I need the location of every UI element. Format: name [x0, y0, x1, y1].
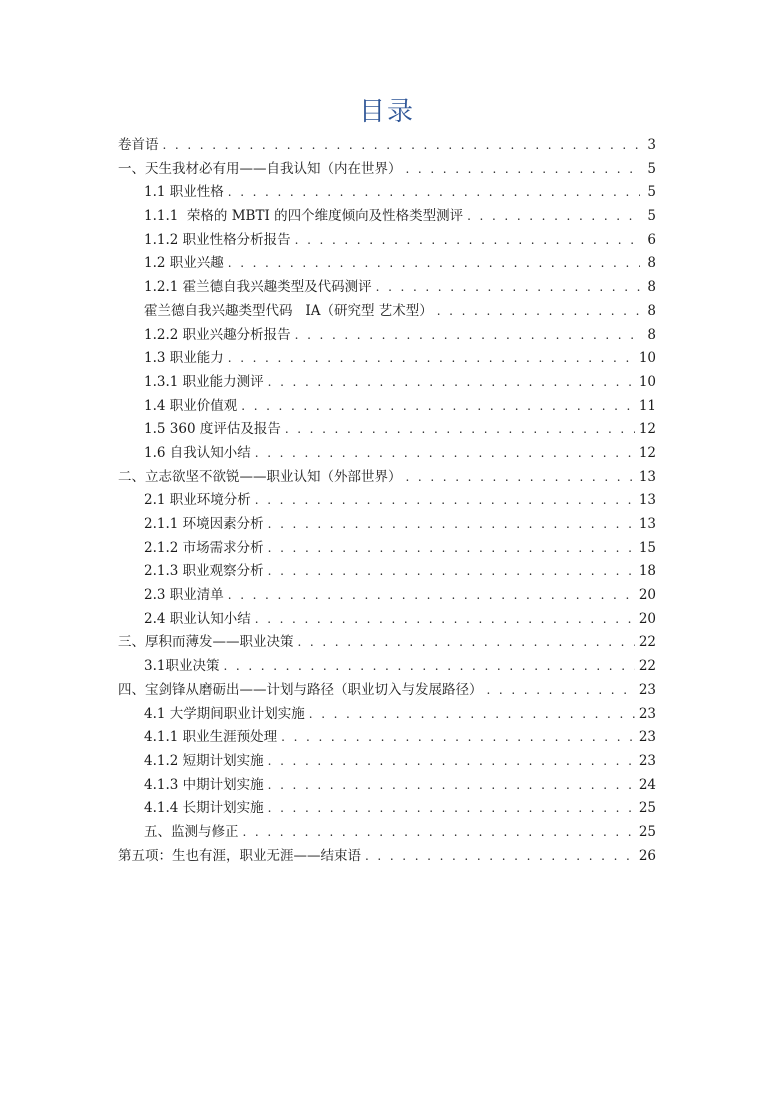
toc-entry[interactable]: [118, 726, 656, 750]
toc-entry-text: 1.1 职业性格: [144, 184, 224, 201]
toc-entry-text: 4.1.3 中期计划实施: [144, 776, 264, 793]
toc-entry[interactable]: [118, 371, 656, 395]
toc-entry-text: 1.2.2 职业兴趣分析报告: [144, 326, 291, 343]
toc-entry-text: 2.1 职业环境分析: [144, 492, 251, 509]
toc-dot-leader: [406, 466, 635, 490]
toc-page-number: 10: [638, 350, 656, 367]
toc-dot-leader: [376, 276, 640, 300]
toc-entry[interactable]: [118, 252, 656, 276]
toc-entry-text: 2.1.2 市场需求分析: [144, 539, 264, 556]
toc-entry[interactable]: [118, 655, 656, 679]
toc-entry-text: 2.4 职业认知小结: [144, 610, 251, 627]
toc-dot-leader: [309, 703, 635, 727]
toc-entry-text: 一、天生我材必有用——自我认知（内在世界）: [118, 160, 402, 177]
toc-entry[interactable]: [118, 513, 656, 537]
toc-entry-text: 1.3 职业能力: [144, 350, 224, 367]
toc-page-number: 18: [638, 563, 656, 580]
toc-entry[interactable]: [118, 158, 656, 182]
toc-entry-text: 1.4 职业价值观: [144, 397, 238, 414]
toc-entry[interactable]: [118, 347, 656, 371]
toc-dot-leader: [467, 205, 640, 229]
toc-entry-text: 五、监测与修正: [144, 823, 239, 840]
toc-entry[interactable]: [118, 229, 656, 253]
toc-page-number: 10: [638, 373, 656, 390]
toc-entry[interactable]: [118, 679, 656, 703]
toc-dot-leader: [298, 631, 635, 655]
toc-entry[interactable]: [118, 181, 656, 205]
toc-page-number: 23: [638, 705, 656, 722]
toc-page-number: 23: [638, 752, 656, 769]
toc-entry[interactable]: [118, 324, 656, 348]
toc-entry-text: 4.1.1 职业生涯预处理: [144, 729, 278, 746]
toc-entry-text: 3.1职业决策: [144, 658, 220, 675]
toc-entry-text: 三、厚积而薄发——职业决策: [118, 634, 294, 651]
toc-page-number: 20: [638, 587, 656, 604]
toc-dot-leader: [281, 726, 635, 750]
toc-entry-text: 霍兰德自我兴趣类型代码 IA（研究型 艺术型）: [144, 302, 433, 319]
toc-dot-leader: [223, 655, 634, 679]
toc-entry-text: 1.2.1 霍兰德自我兴趣类型及代码测评: [144, 279, 372, 296]
toc-dot-leader: [268, 750, 635, 774]
toc-dot-leader: [295, 324, 640, 348]
toc-entry-text: 4.1.4 长期计划实施: [144, 800, 264, 817]
toc-entry[interactable]: [118, 205, 656, 229]
toc-entry[interactable]: [118, 300, 656, 324]
toc-dot-leader: [228, 584, 635, 608]
toc-title: 目录: [358, 97, 415, 127]
toc-page-number: 5: [647, 160, 656, 177]
toc-entry-text: 第五项：生也有涯，职业无涯——结束语: [118, 847, 361, 864]
toc-page-number: 22: [638, 634, 656, 651]
toc-page-number: 8: [647, 326, 656, 343]
toc-dot-leader: [241, 395, 635, 419]
toc-page-number: 5: [647, 184, 656, 201]
toc-dot-leader: [268, 797, 635, 821]
toc-page-number: 24: [638, 776, 656, 793]
toc-entry-text: 4.1.2 短期计划实施: [144, 752, 264, 769]
toc-page-number: 20: [638, 610, 656, 627]
toc-page-number: 6: [647, 231, 656, 248]
toc-page-number: 13: [638, 492, 656, 509]
toc-page-number: 8: [647, 302, 656, 319]
toc-entry[interactable]: [118, 750, 656, 774]
toc-page-number: 11: [638, 397, 656, 414]
toc-entry-text: 卷首语: [118, 137, 159, 153]
toc-dot-leader: [268, 513, 635, 537]
toc-dot-leader: [255, 442, 635, 466]
toc-page-number: 23: [638, 681, 656, 698]
toc-entry[interactable]: [118, 489, 656, 513]
toc-entry[interactable]: [118, 134, 656, 158]
toc-page-number: 13: [638, 468, 656, 485]
toc-entry[interactable]: [118, 560, 656, 584]
toc-page-number: 12: [638, 444, 656, 461]
toc-dot-leader: [365, 845, 635, 869]
toc-dot-leader: [268, 560, 635, 584]
toc-entry[interactable]: [118, 537, 656, 561]
toc-entry-text: 1.1.2 职业性格分析报告: [144, 231, 291, 248]
toc-dot-leader: [255, 489, 635, 513]
toc-entry[interactable]: [118, 395, 656, 419]
toc-dot-leader: [255, 608, 635, 632]
toc-entry[interactable]: [118, 466, 656, 490]
toc-dot-leader: [437, 300, 640, 324]
toc-page-number: 8: [647, 279, 656, 296]
toc-dot-leader: [295, 229, 640, 253]
toc-entry-text: 四、宝剑锋从磨砺出——计划与路径（职业切入与发展路径）: [118, 681, 483, 698]
toc-entry-text: 1.2 职业兴趣: [144, 255, 224, 272]
toc-page-number: 13: [638, 516, 656, 532]
toc-entry-text: 二、立志欲坚不欲锐——职业认知（外部世界）: [118, 468, 402, 485]
toc-entry-text: 2.3 职业清单: [144, 587, 224, 604]
toc-entry[interactable]: [118, 774, 656, 798]
toc-entry[interactable]: [118, 276, 656, 300]
toc-entry[interactable]: [118, 418, 656, 442]
toc-entry-text: 1.1.1 荣格的 MBTI 的四个维度倾向及性格类型测评: [144, 208, 464, 225]
toc-entry[interactable]: [118, 821, 656, 845]
toc-entry-text: 1.6 自我认知小结: [144, 444, 251, 461]
toc-page-number: 23: [638, 729, 656, 746]
toc-page-number: 3: [647, 137, 656, 153]
toc-dot-leader: [268, 537, 635, 561]
toc-dot-leader: [243, 821, 635, 845]
toc-entry[interactable]: [118, 608, 656, 632]
toc-entry[interactable]: [118, 703, 656, 727]
toc-page-number: 5: [647, 208, 656, 225]
toc-entry[interactable]: [118, 631, 656, 655]
toc-dot-leader: [406, 158, 641, 182]
toc-page-number: 25: [638, 823, 656, 840]
toc-entry-text: 2.1.1 环境因素分析: [144, 516, 264, 532]
toc-dot-leader: [228, 181, 640, 205]
toc-entry[interactable]: [118, 442, 656, 466]
toc-dot-leader: [487, 679, 635, 703]
toc-page-number: 26: [638, 847, 656, 864]
toc-page-number: 22: [638, 658, 656, 675]
toc-page-number: 25: [638, 800, 656, 817]
toc-dot-leader: [228, 252, 640, 276]
toc-dot-leader: [285, 418, 635, 442]
toc-entry-text: 1.3.1 职业能力测评: [144, 373, 264, 390]
toc-entry-text: 2.1.3 职业观察分析: [144, 563, 264, 580]
toc-dot-leader: [163, 134, 641, 158]
toc-dot-leader: [268, 774, 635, 798]
toc-page-number: 8: [647, 255, 656, 272]
toc-entry[interactable]: [118, 584, 656, 608]
toc-page-number: 15: [638, 539, 656, 556]
toc-dot-leader: [228, 347, 635, 371]
toc-entry[interactable]: [118, 845, 656, 869]
toc-entry-text: 1.5 360 度评估及报告: [144, 421, 281, 438]
toc-entry[interactable]: [118, 797, 656, 821]
toc-entry-text: 4.1 大学期间职业计划实施: [144, 705, 305, 722]
toc-page-number: 12: [638, 421, 656, 438]
toc-list: [118, 134, 656, 868]
toc-dot-leader: [268, 371, 635, 395]
